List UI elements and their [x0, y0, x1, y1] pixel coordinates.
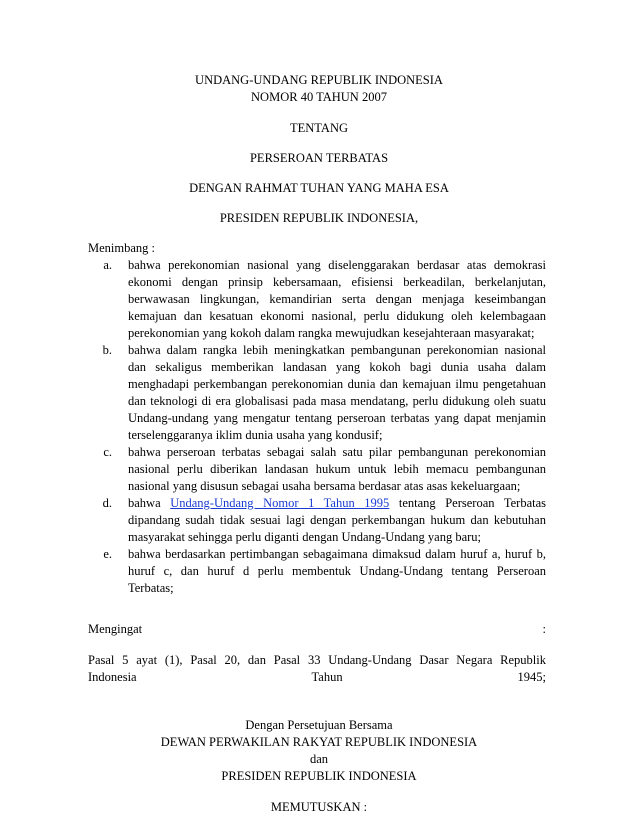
menimbang-item-d	[88, 495, 546, 546]
blessing-line: DENGAN RAHMAT TUHAN YANG MAHA ESA	[189, 181, 449, 195]
mengingat-text	[88, 652, 546, 669]
uu-1-1995-link[interactable]: Undang-Undang Nomor 1 Tahun 1995	[170, 496, 390, 510]
mengingat-colon: :	[542, 622, 546, 636]
president-line: PRESIDEN REPUBLIK INDONESIA,	[219, 211, 419, 225]
item-letter: b.	[102, 343, 112, 357]
item-d-suffix: tentang Perseroan Terbatas	[398, 496, 547, 510]
item-d-prefix: bahwa	[128, 496, 161, 510]
item-line: ekonomi dengan prinsip kebersamaan, efisiensi berkeadilan, berkelanjutan,	[128, 275, 546, 289]
menimbang-item-c	[88, 444, 546, 495]
mengingat-word: Indonesia	[88, 670, 137, 684]
tentang-heading: TENTANG	[289, 121, 348, 135]
item-letter: d.	[102, 496, 112, 510]
law-subject: PERSEROAN TERBATAS	[249, 151, 389, 165]
item-line: bahwa perekonomian nasional yang diselenggarakan berdasar atas demokrasi	[128, 258, 546, 272]
item-line: berwawasan lingkungan, kemandirian serta dengan menjaga keseimbangan	[128, 292, 546, 306]
mengingat-label: Mengingat	[88, 622, 143, 636]
menimbang-item-b	[88, 342, 546, 444]
item-line: dan sekaligus memberikan landasan yang kokoh bagi dunia usaha dalam	[128, 360, 546, 374]
item-line	[128, 495, 546, 512]
item-line: nasional yang disusun sebagai usaha bersama berdasar atas asas kekeluargaan;	[128, 479, 521, 493]
item-line: bahwa perseroan terbatas sebagai salah satu pilar pembangunan perekonomian	[128, 445, 546, 459]
dpr-line: DEWAN PERWAKILAN RAKYAT REPUBLIK INDONESIA	[160, 735, 478, 749]
item-line: Terbatas;	[128, 581, 174, 595]
item-line: nasional perlu diberikan landasan hukum untuk lebih memacu pembangunan	[128, 462, 546, 476]
item-letter: e.	[103, 547, 112, 561]
item-line: huruf c, dan huruf d perlu membentuk Undang-Undang tentang Perseroan	[128, 564, 546, 578]
menimbang-item-e	[88, 546, 546, 597]
item-letter: c.	[103, 445, 112, 459]
mengingat-word: Tahun	[311, 670, 343, 684]
president-approval-line: PRESIDEN REPUBLIK INDONESIA	[221, 769, 417, 783]
persetujuan-line: Dengan Persetujuan Bersama	[245, 718, 393, 732]
item-line: masyarakat sehingga perlu diganti dengan Undang-Undang yang baru;	[128, 530, 482, 544]
menimbang-item-a	[88, 257, 546, 342]
law-number: NOMOR 40 TAHUN 2007	[251, 90, 387, 104]
mengingat-word: 1945;	[517, 670, 546, 684]
item-line: dan teknologi di era globalisasi pada masa mendatang, perlu didukung oleh suatu	[128, 394, 546, 408]
mengingat-line: Pasal 5 ayat (1), Pasal 20, dan Pasal 33 Undang-Undang Dasar Negara Republik	[88, 653, 546, 667]
menimbang-label: Menimbang :	[88, 241, 156, 255]
mengingat-line-2	[88, 669, 546, 686]
item-line: Undang-undang yang mengatur tentang perseroan terbatas yang dapat menjamin	[128, 411, 546, 425]
item-letter: a.	[103, 258, 112, 272]
memutuskan-heading: MEMUTUSKAN :	[270, 800, 368, 814]
law-title: UNDANG-UNDANG REPUBLIK INDONESIA	[195, 73, 443, 87]
mengingat-row	[88, 621, 546, 638]
item-line: bahwa berdasarkan pertimbangan sebagaimana dimaksud dalam huruf a, huruf b,	[128, 547, 546, 561]
item-line: dipandang sudah tidak sesuai lagi dengan perkembangan hukum dan kebutuhan	[128, 513, 546, 527]
dan-line: dan	[309, 752, 329, 766]
item-line: menghadapi perkembangan perekonomian dunia dan kemajuan ilmu pengetahuan	[128, 377, 546, 391]
item-line: kemajuan dan kesatuan ekonomi nasional, perlu didukung oleh kelembagaan	[128, 309, 546, 323]
item-line: terselenggaranya iklim dunia usaha yang kondusif;	[128, 428, 383, 442]
item-line: bahwa dalam rangka lebih meningkatkan pembangunan perekonomian nasional	[128, 343, 546, 357]
item-line: perekonomian yang kokoh dalam rangka mewujudkan kesejahteraan masyarakat;	[128, 326, 535, 340]
